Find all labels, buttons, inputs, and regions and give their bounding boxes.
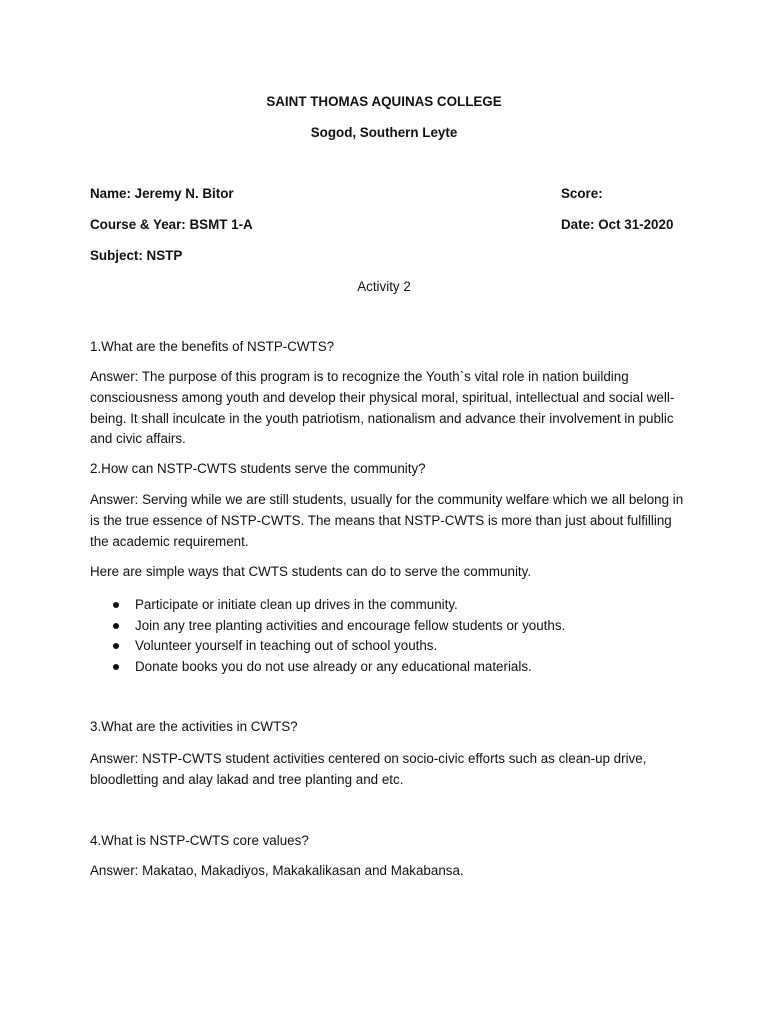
question-1: 1.What are the benefits of NSTP-CWTS? [90, 339, 335, 354]
subject-label: Subject: NSTP [90, 248, 183, 263]
bullet-icon [113, 643, 119, 649]
list-item [90, 595, 565, 616]
list-item-text: Join any tree planting activities and encourage fellow students or youths. [135, 617, 566, 633]
answer-2: Answer: Serving while we are still students, usually for the community welfare which we all belong in is the true essence of NSTP-CWTS. The means that NSTP-CWTS is more than just about fulfilling the academic requirement. [90, 492, 684, 549]
bullet-icon [113, 623, 119, 629]
question-2: 2.How can NSTP-CWTS students serve the community? [90, 461, 426, 476]
activity-title: Activity 2 [357, 279, 411, 294]
community-ways-intro: Here are simple ways that CWTS students can do to serve the community. [90, 564, 532, 579]
answer-3: Answer: NSTP-CWTS student activities centered on socio-civic efforts such as clean-up drive, bloodletting and alay lakad and tree planting and etc. [90, 751, 647, 787]
list-item-text: Volunteer yourself in teaching out of school youths. [135, 638, 438, 653]
college-name: SAINT THOMAS AQUINAS COLLEGE [266, 94, 502, 109]
answer-4: Answer: Makatao, Makadiyos, Makakalikasan and Makabansa. [90, 863, 464, 878]
course-year: Course & Year: BSMT 1-A [90, 217, 253, 232]
answer-1: Answer: The purpose of this program is to recognize the Youth`s vital role in nation building consciousness among youth and develop their physical moral, spiritual, intellectual and social well-being. It shall inculcate in the youth patriotism, nationalism and advance their involvement in public and civic affairs. [90, 369, 675, 447]
date-label: Date: Oct 31-2020 [561, 217, 674, 232]
list-item-text: Donate books you do not use already or any educational materials. [135, 658, 532, 674]
bullet-icon [113, 602, 119, 608]
question-4: 4.What is NSTP-CWTS core values? [90, 833, 309, 848]
question-3: 3.What are the activities in CWTS? [90, 719, 298, 734]
community-ways-list [90, 595, 565, 677]
list-item [90, 616, 565, 637]
list-item [90, 657, 565, 678]
score-label: Score: [561, 186, 603, 201]
bullet-icon [113, 664, 119, 670]
list-item [90, 636, 565, 657]
list-item-text: Participate or initiate clean up drives in the community. [135, 597, 458, 612]
student-name: Name: Jeremy N. Bitor [90, 186, 234, 201]
college-location: Sogod, Southern Leyte [310, 125, 458, 140]
